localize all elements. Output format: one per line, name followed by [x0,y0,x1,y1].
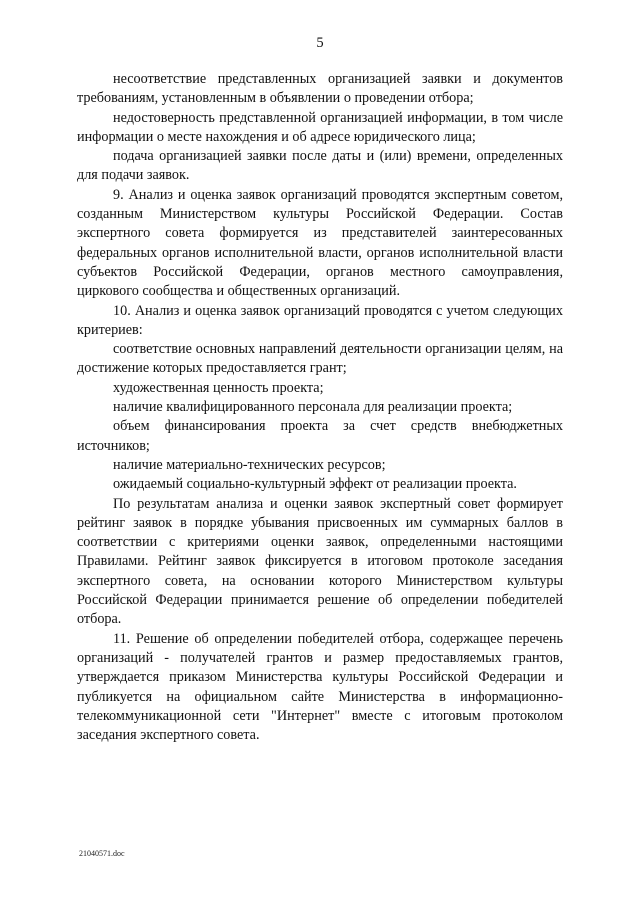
paragraph-10: наличие материально-технических ресурсов; [113,456,386,473]
document-footer: 21040571.doc [79,849,125,858]
document-body [77,70,563,745]
paragraph-11: ожидаемый социально-культурный эффект от реализации проекта. [113,476,517,493]
paragraph-2: недостоверность представленной организацией информации, в том числе информации о месте нахождения и об адресе юридического лица; [77,109,563,145]
paragraph-13: 11. Решение об определении победителей отбора, содержащее перечень организаций - получателей грантов и размер предоставляемых грантов, утверждается приказом Министерства культуры Российской Федерации и публикуется на официальном сайте Министерства в информационно-телекоммуникационной сети "Интернет" вместе с итоговым протоколом заседания экспертного совета. [77,630,563,744]
paragraph-4: 9. Анализ и оценка заявок организаций проводятся экспертным советом, созданным Министерством культуры Российской Федерации. Состав экспертного совета формируется из представителей заинтересованных федеральных органов исполнительной власти, органов исполнительной власти субъектов Российской Федерации, органов местного самоуправления, циркового сообщества и общественных организаций. [77,186,563,300]
paragraph-1: несоответствие представленных организацией заявки и документов требованиям, установленным в объявлении о проведении отбора; [77,71,563,107]
paragraph-5: 10. Анализ и оценка заявок организаций проводятся с учетом следующих критериев: [77,302,563,338]
paragraph-7: художественная ценность проекта; [113,379,324,396]
paragraph-6: соответствие основных направлений деятельности организации целям, на достижение которых предоставляется грант; [77,341,563,377]
page-number: 5 [316,35,324,51]
paragraph-9: объем финансирования проекта за счет средств внебюджетных источников; [77,418,563,454]
paragraph-8: наличие квалифицированного персонала для реализации проекта; [113,399,513,416]
paragraph-12: По результатам анализа и оценки заявок экспертный совет формирует рейтинг заявок в порядке убывания присвоенных им суммарных баллов в соответствии с критериями оценки заявок, определенными настоящими Правилами. Рейтинг заявок фиксируется в итоговом протоколе заседания экспертного совета, на основании которого Министерством культуры Российской Федерации принимается решение об определении победителей отбора. [77,495,563,628]
paragraph-3: подача организацией заявки после даты и (или) времени, определенных для подачи заявок. [77,148,563,184]
